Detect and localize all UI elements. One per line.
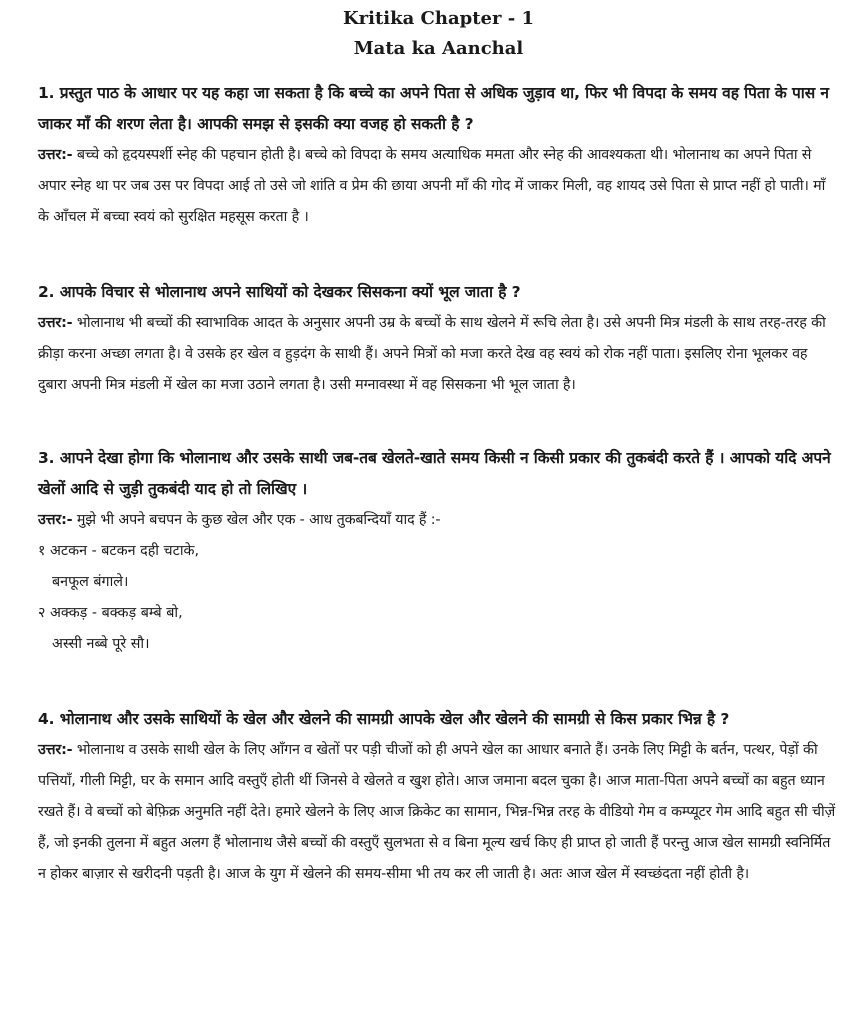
question-1: 1. प्रस्तुत पाठ के आधार पर यह कहा जा सकता है कि बच्चे का अपने पिता से अधिक जुड़ाव था, फिर भी विपदा के समय वह पिता के पास न जाकर माँ की शरण लेता है। आपकी समझ से इसकी क्या वजह हो सकती है ?: [38, 84, 829, 133]
answer-1-text: बच्चे को हृदयस्पर्शी स्नेह की पहचान होती है। बच्चे को विपदा के समय अत्याधिक ममता और स्नेह की आवश्यकता थी। भोलानाथ का अपने पिता से अपार स्नेह था पर जब उस पर विपदा आई तो उसे जो शांति व प्रेम की छाया अपनी माँ की गोद में जाकर मिली, वह शायद उसे पिता से प्राप्त नहीं हो पाती। माँ के आँचल में बच्चा स्वयं को सुरक्षित महसूस करता है ।: [38, 147, 826, 225]
rhyme-line-2: बनफूल बंगाले।: [52, 574, 129, 590]
spacer: [38, 233, 839, 277]
qa-block-4: [38, 704, 839, 890]
question-2: 2. आपके विचार से भोलानाथ अपने साथियों को देखकर सिसकना क्यों भूल जाता है ?: [38, 283, 521, 301]
page-subtitle: Mata ka Aanchal: [353, 38, 524, 59]
answer-2-text: भोलानाथ भी बच्चों की स्वाभाविक आदत के अनुसार अपनी उम्र के बच्चों के साथ खेलने में रूचि लेता है। उसे अपनी मित्र मंडली के साथ तरह-तरह की क्रीड़ा करना अच्छा लगता है। वे उसके हर खेल व हुड़दंग के साथी हैं। अपने मित्रों को मजा करते देख वह स्वयं को रोक नहीं पाता। इसलिए रोना भूलकर वह दुबारा अपनी मित्र मंडली में खेल का मजा उठाने लगता है। उसी मग्नावस्था में वह सिसकना भी भूल जाता है।: [38, 315, 826, 393]
answer-2: [38, 308, 839, 401]
answer-4-text: भोलानाथ व उसके साथी खेल के लिए आँगन व खेतों पर पड़ी चीजों को ही अपने खेल का आधार बनाते हैं। उनके लिए मिट्टी के बर्तन, पत्थर, पेड़ों की पत्तियाँ, गीली मिट्टी, घर के समान आदि वस्तुएँ होती थीं जिनसे वे खेलते व खुश होते। आज जमाना बदल चुका है। आज माता-पिता अपने बच्चों का बहुत ध्यान रखते हैं। वे बच्चों को बेफ़िक्र अनुमति नहीं देते। हमारे खेलने के लिए आज क्रिकेट का सामान, भिन्न-भिन्न तरह के वीडियो गेम व कम्प्यूटर गेम आदि बहुत सी चीज़ें हैं, जो इनकी तुलना में बहुत अलग हैं भोलानाथ जैसे बच्चों की वस्तुएँ सुलभता से व बिना मूल्य खर्च किए ही प्राप्त हो जाती हैं परन्तु आज खेल सामग्री स्वनिर्मित न होकर बाज़ार से खरीदनी पड़ती है। आज के युग में खेलने की समय-सीमा भी तय कर ली जाती है। अतः आज खेल में स्वच्छंदता नहीं होती है।: [38, 742, 836, 882]
answer-3: [38, 505, 839, 536]
answer-label: उत्तर:-: [38, 315, 73, 331]
page-title: Kritika Chapter - 1: [343, 8, 534, 29]
spacer: [38, 401, 839, 443]
qa-block-1: [38, 78, 839, 233]
rhyme-line-4: अस्सी नब्बे पूरे सौ।: [52, 636, 150, 652]
qa-block-2: [38, 277, 839, 401]
qa-block-3: [38, 443, 839, 660]
answer-1: [38, 140, 839, 233]
answer-label: उत्तर:-: [38, 512, 73, 528]
rhyme-line-1: १ अटकन - बटकन दही चटाके,: [38, 543, 200, 559]
answer-3-text: मुझे भी अपने बचपन के कुछ खेल और एक - आध तुकबन्दियाँ याद हैं :-: [72, 512, 441, 528]
question-3: 3. आपने देखा होगा कि भोलानाथ और उसके साथी जब-तब खेलते-खाते समय किसी न किसी प्रकार की तुकबंदी करते हैं । आपको यदि अपने खेलों आदि से जुड़ी तुकबंदी याद हो तो लिखिए ।: [38, 449, 831, 498]
spacer: [38, 660, 839, 704]
rhyme-line-3: २ अक्कड़ - बक्कड़ बम्बे बो,: [38, 605, 183, 621]
answer-4: [38, 735, 839, 890]
answer-label: उत्तर:-: [38, 147, 73, 163]
answer-label: उत्तर:-: [38, 742, 73, 758]
question-4: 4. भोलानाथ और उसके साथियों के खेल और खेलने की सामग्री आपके खेल और खेलने की सामग्री से किस प्रकार भिन्न है ?: [38, 710, 730, 728]
